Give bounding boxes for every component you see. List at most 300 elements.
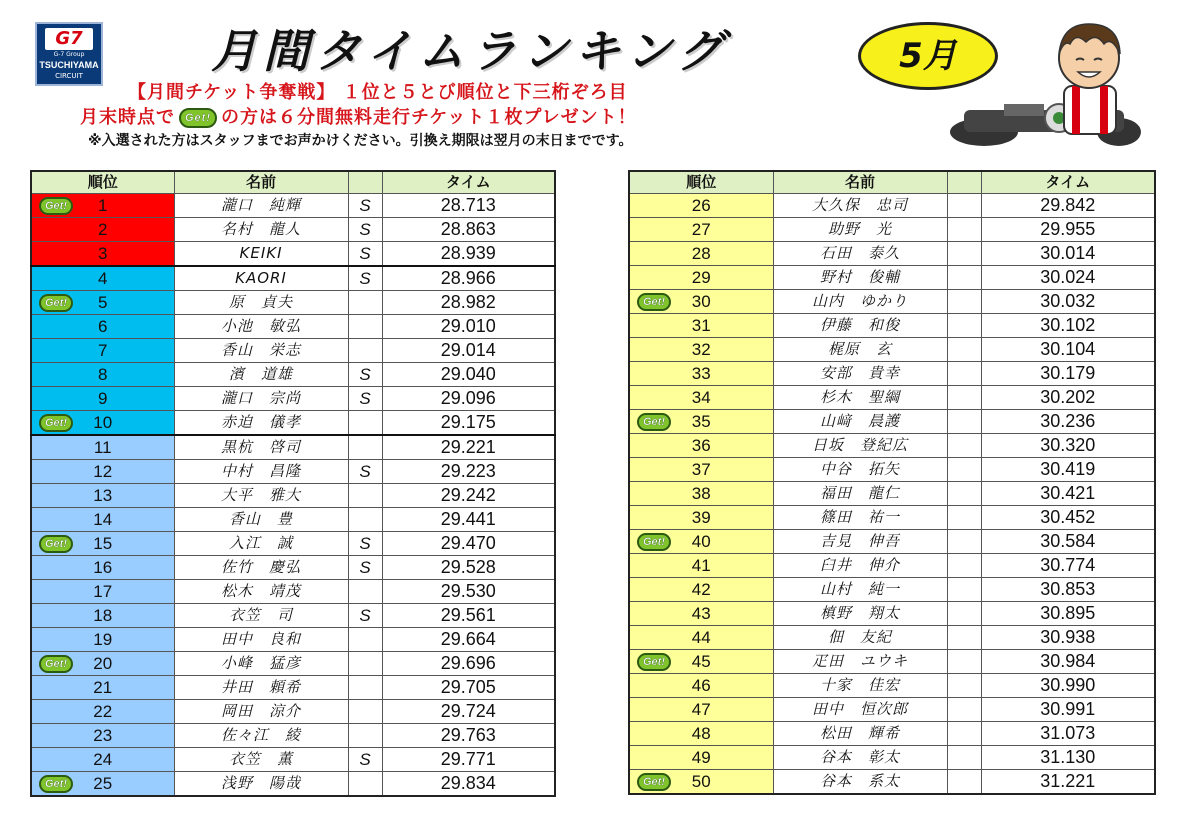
time-cell: 29.528: [382, 556, 555, 580]
rank-cell: [31, 339, 174, 363]
rank-cell: [31, 460, 174, 484]
class-cell: S: [348, 218, 382, 242]
table-row: [629, 218, 1155, 242]
name-cell: 谷本 系太: [773, 770, 947, 795]
time-cell: 29.096: [382, 387, 555, 411]
class-cell: [947, 218, 981, 242]
name-cell: 松田 輝希: [773, 722, 947, 746]
name-cell: KEIKI: [174, 242, 348, 267]
class-cell: [947, 626, 981, 650]
name-cell: 野村 俊輔: [773, 266, 947, 290]
rank-cell: [629, 722, 773, 746]
table-row: [629, 626, 1155, 650]
rank-cell: [629, 266, 773, 290]
time-cell: 30.452: [981, 506, 1155, 530]
rank-number: 25: [93, 774, 113, 793]
time-cell: 30.179: [981, 362, 1155, 386]
name-cell: 井田 頼希: [174, 676, 348, 700]
get-badge-icon: Get!: [39, 775, 73, 793]
table-row: [629, 650, 1155, 674]
class-cell: [348, 339, 382, 363]
page-title: 月間タイムランキング: [211, 24, 729, 78]
class-cell: [348, 628, 382, 652]
class-cell: [947, 314, 981, 338]
time-cell: 30.236: [981, 410, 1155, 434]
class-cell: [348, 484, 382, 508]
rank-cell: [31, 291, 174, 315]
class-cell: [348, 700, 382, 724]
table-row: [31, 460, 555, 484]
name-cell: 岡田 涼介: [174, 700, 348, 724]
class-cell: S: [348, 604, 382, 628]
rank-number: 47: [691, 700, 711, 719]
rank-cell: [31, 363, 174, 387]
rank-cell: [31, 748, 174, 772]
table-row: [629, 290, 1155, 314]
class-cell: [947, 242, 981, 266]
table-row: [31, 387, 555, 411]
table-row: [31, 700, 555, 724]
name-cell: 大平 雅大: [174, 484, 348, 508]
table-row: [31, 508, 555, 532]
time-cell: 30.984: [981, 650, 1155, 674]
table-row: [31, 556, 555, 580]
time-cell: 28.939: [382, 242, 555, 267]
time-cell: 29.040: [382, 363, 555, 387]
class-cell: [348, 291, 382, 315]
class-cell: [947, 674, 981, 698]
class-cell: [947, 410, 981, 434]
name-cell: 臼井 伸介: [773, 554, 947, 578]
time-cell: 29.763: [382, 724, 555, 748]
table-row: [629, 242, 1155, 266]
table-row: [31, 484, 555, 508]
time-cell: 30.032: [981, 290, 1155, 314]
rank-cell: [31, 628, 174, 652]
class-cell: [947, 530, 981, 554]
table-row: [629, 554, 1155, 578]
time-cell: 30.419: [981, 458, 1155, 482]
rank-number: 14: [93, 510, 113, 529]
rank-cell: [629, 578, 773, 602]
time-cell: 30.202: [981, 386, 1155, 410]
rank-number: 32: [691, 340, 711, 359]
name-cell: 谷本 彰太: [773, 746, 947, 770]
rank-cell: [629, 458, 773, 482]
rank-number: 1: [98, 196, 108, 215]
rank-number: 23: [93, 726, 113, 745]
rank-number: 29: [691, 268, 711, 287]
rank-number: 6: [98, 317, 108, 336]
class-cell: [947, 554, 981, 578]
rank-number: 44: [691, 628, 711, 647]
rank-number: 3: [98, 244, 108, 263]
table-row: [31, 411, 555, 436]
month-badge: 5月: [858, 22, 998, 90]
table-row: [629, 770, 1155, 795]
class-cell: [947, 602, 981, 626]
promo-line-2: [80, 103, 637, 129]
time-cell: 31.130: [981, 746, 1155, 770]
time-cell: 28.966: [382, 266, 555, 291]
time-cell: 30.853: [981, 578, 1155, 602]
get-badge-icon: Get!: [39, 294, 73, 312]
rank-cell: [629, 530, 773, 554]
logo-group-text: G-7 Group: [53, 51, 85, 58]
name-cell: 助野 光: [773, 218, 947, 242]
rank-cell: [31, 724, 174, 748]
time-cell: 30.024: [981, 266, 1155, 290]
table-row: [629, 674, 1155, 698]
rank-cell: [629, 506, 773, 530]
name-cell: 瀧口 宗尚: [174, 387, 348, 411]
table-row: [629, 602, 1155, 626]
rank-column-header: 順位: [629, 171, 773, 194]
time-cell: 28.982: [382, 291, 555, 315]
rank-number: 2: [98, 220, 108, 239]
time-cell: 29.242: [382, 484, 555, 508]
rank-number: 21: [93, 678, 113, 697]
rank-number: 46: [691, 676, 711, 695]
class-cell: S: [348, 266, 382, 291]
rank-number: 11: [93, 438, 112, 457]
time-cell: 29.223: [382, 460, 555, 484]
rank-number: 16: [93, 558, 113, 577]
table-row: [629, 434, 1155, 458]
rank-cell: [31, 700, 174, 724]
name-cell: 入江 誠: [174, 532, 348, 556]
rank-cell: [629, 674, 773, 698]
time-cell: 28.713: [382, 194, 555, 218]
promo-line-2-end: の方は６分間無料走行チケット１枚プレゼント！: [221, 107, 637, 128]
name-cell: 中村 昌隆: [174, 460, 348, 484]
table-row: [629, 698, 1155, 722]
table-row: [629, 386, 1155, 410]
name-cell: 濱 道雄: [174, 363, 348, 387]
time-cell: 29.175: [382, 411, 555, 436]
rank-cell: [629, 482, 773, 506]
table-row: [629, 266, 1155, 290]
class-cell: [947, 578, 981, 602]
class-cell: [348, 724, 382, 748]
name-cell: 原 貞夫: [174, 291, 348, 315]
rank-cell: [629, 410, 773, 434]
rank-number: 12: [93, 462, 113, 481]
rank-number: 17: [93, 582, 113, 601]
rank-cell: [31, 556, 174, 580]
table-row: [31, 218, 555, 242]
time-cell: 30.584: [981, 530, 1155, 554]
rank-number: 7: [98, 341, 108, 360]
time-cell: 30.938: [981, 626, 1155, 650]
name-cell: 杉木 聖綱: [773, 386, 947, 410]
table-row: [31, 194, 555, 218]
table-row: [629, 458, 1155, 482]
rank-cell: [629, 314, 773, 338]
class-cell: [947, 338, 981, 362]
rank-cell: [31, 387, 174, 411]
class-cell: [348, 772, 382, 797]
rank-number: 4: [98, 269, 108, 288]
table-row: [31, 580, 555, 604]
name-cell: 石田 泰久: [773, 242, 947, 266]
class-cell: [348, 676, 382, 700]
get-badge-icon: Get!: [39, 414, 73, 432]
get-badge-icon: Get!: [179, 108, 217, 128]
class-cell: [947, 194, 981, 218]
circuit-logo: [35, 22, 103, 86]
table-row: [629, 482, 1155, 506]
name-cell: 佃 友紀: [773, 626, 947, 650]
time-cell: 30.104: [981, 338, 1155, 362]
logo-sub: CIRCUIT: [55, 72, 83, 80]
rank-number: 31: [691, 316, 711, 335]
table-row: [629, 506, 1155, 530]
time-cell: 29.724: [382, 700, 555, 724]
rank-cell: [629, 290, 773, 314]
class-cell: S: [348, 460, 382, 484]
time-cell: 30.895: [981, 602, 1155, 626]
time-cell: 30.991: [981, 698, 1155, 722]
rank-cell: [629, 434, 773, 458]
rank-number: 35: [691, 412, 711, 431]
promo-line-1: 【月間チケット争奪戦】 １位と５とび順位と下三桁ぞろ目: [128, 82, 628, 103]
class-cell: S: [348, 748, 382, 772]
time-cell: 29.441: [382, 508, 555, 532]
class-cell: [348, 652, 382, 676]
rank-number: 22: [93, 702, 113, 721]
class-cell: [947, 482, 981, 506]
rank-number: 41: [691, 556, 711, 575]
redemption-note: ※入選された方はスタッフまでお声かけください。引換え期限は翌月の末日までです。: [88, 133, 633, 149]
class-cell: [947, 386, 981, 410]
table-row: [31, 266, 555, 291]
rank-number: 13: [93, 486, 113, 505]
table-row: [31, 363, 555, 387]
time-cell: 29.771: [382, 748, 555, 772]
name-cell: 佐竹 慶弘: [174, 556, 348, 580]
rank-number: 37: [691, 460, 711, 479]
time-column-header: タイム: [382, 171, 555, 194]
class-cell: [348, 508, 382, 532]
rank-cell: [31, 676, 174, 700]
name-cell: 山内 ゆかり: [773, 290, 947, 314]
rank-cell: [31, 266, 174, 291]
get-badge-icon: Get!: [39, 535, 73, 553]
rank-number: 26: [691, 196, 711, 215]
rank-number: 42: [691, 580, 711, 599]
ranking-table-left: [30, 170, 556, 797]
class-cell: [947, 362, 981, 386]
rank-number: 36: [691, 436, 711, 455]
rank-cell: [31, 508, 174, 532]
rank-cell: [31, 604, 174, 628]
class-column-header: [947, 171, 981, 194]
rank-cell: [31, 532, 174, 556]
rank-number: 15: [93, 534, 113, 553]
time-cell: 29.705: [382, 676, 555, 700]
name-column-header: 名前: [773, 171, 947, 194]
time-cell: 30.320: [981, 434, 1155, 458]
name-cell: 山﨑 晨護: [773, 410, 947, 434]
kart-driver-mascot-icon: [944, 14, 1144, 154]
rank-cell: [31, 772, 174, 797]
time-cell: 28.863: [382, 218, 555, 242]
rank-cell: [629, 386, 773, 410]
table-row: [629, 410, 1155, 434]
rank-cell: [31, 484, 174, 508]
class-column-header: [348, 171, 382, 194]
table-row: [629, 314, 1155, 338]
rank-number: 40: [691, 532, 711, 551]
name-cell: 安部 貴幸: [773, 362, 947, 386]
rank-number: 10: [93, 413, 113, 432]
table-header-row: [629, 171, 1155, 194]
class-cell: [947, 506, 981, 530]
table-row: [629, 722, 1155, 746]
rank-number: 45: [691, 652, 711, 671]
name-cell: 田中 恒次郎: [773, 698, 947, 722]
name-cell: 篠田 祐一: [773, 506, 947, 530]
time-cell: 29.014: [382, 339, 555, 363]
rank-cell: [629, 362, 773, 386]
class-cell: [348, 580, 382, 604]
class-cell: S: [348, 242, 382, 267]
table-row: [629, 362, 1155, 386]
time-cell: 29.834: [382, 772, 555, 797]
time-cell: 29.955: [981, 218, 1155, 242]
name-cell: 山村 純一: [773, 578, 947, 602]
name-cell: KAORI: [174, 266, 348, 291]
time-cell: 29.470: [382, 532, 555, 556]
table-row: [629, 578, 1155, 602]
class-cell: [947, 650, 981, 674]
table-row: [31, 604, 555, 628]
class-cell: [947, 722, 981, 746]
rank-number: 27: [691, 220, 711, 239]
time-cell: 29.221: [382, 435, 555, 460]
rank-number: 38: [691, 484, 711, 503]
table-row: [31, 676, 555, 700]
rank-number: 19: [93, 630, 113, 649]
name-cell: 香山 栄志: [174, 339, 348, 363]
name-cell: 中谷 拓矢: [773, 458, 947, 482]
class-cell: [348, 411, 382, 436]
table-row: [629, 338, 1155, 362]
time-cell: 29.842: [981, 194, 1155, 218]
rank-cell: [31, 315, 174, 339]
rank-number: 18: [93, 606, 113, 625]
rank-number: 48: [691, 724, 711, 743]
name-cell: 小池 敏弘: [174, 315, 348, 339]
rank-number: 33: [691, 364, 711, 383]
class-cell: S: [348, 363, 382, 387]
time-cell: 30.990: [981, 674, 1155, 698]
time-cell: 30.102: [981, 314, 1155, 338]
name-cell: 槙野 翔太: [773, 602, 947, 626]
class-cell: [348, 315, 382, 339]
table-row: [31, 242, 555, 267]
name-cell: 吉見 伸吾: [773, 530, 947, 554]
class-cell: [947, 698, 981, 722]
logo-name: TSUCHIYAMA: [39, 60, 99, 70]
name-cell: 疋田 ユウキ: [773, 650, 947, 674]
rank-number: 5: [98, 293, 108, 312]
class-cell: [947, 458, 981, 482]
table-row: [31, 532, 555, 556]
rank-cell: [629, 770, 773, 795]
table-row: [629, 530, 1155, 554]
time-cell: 30.421: [981, 482, 1155, 506]
rank-number: 43: [691, 604, 711, 623]
name-cell: 田中 良和: [174, 628, 348, 652]
get-badge-icon: Get!: [39, 655, 73, 673]
name-cell: 衣笠 薫: [174, 748, 348, 772]
rank-cell: [31, 652, 174, 676]
table-row: [31, 748, 555, 772]
class-cell: [947, 746, 981, 770]
rank-cell: [629, 218, 773, 242]
name-cell: 香山 豊: [174, 508, 348, 532]
table-row: [31, 772, 555, 797]
time-column-header: タイム: [981, 171, 1155, 194]
name-cell: 衣笠 司: [174, 604, 348, 628]
rank-cell: [629, 626, 773, 650]
name-cell: 佐々江 綾: [174, 724, 348, 748]
time-cell: 30.774: [981, 554, 1155, 578]
rank-number: 39: [691, 508, 711, 527]
name-cell: 黒杭 啓司: [174, 435, 348, 460]
rank-cell: [629, 698, 773, 722]
rank-cell: [629, 242, 773, 266]
rank-cell: [629, 194, 773, 218]
time-cell: 29.530: [382, 580, 555, 604]
name-cell: 松木 靖茂: [174, 580, 348, 604]
class-cell: [947, 770, 981, 795]
class-cell: [947, 290, 981, 314]
table-row: [31, 339, 555, 363]
rank-cell: [31, 580, 174, 604]
rank-cell: [629, 554, 773, 578]
rank-cell: [629, 650, 773, 674]
logo-mark: G7: [45, 28, 93, 50]
get-badge-icon: Get!: [637, 413, 671, 431]
rank-number: 9: [98, 389, 108, 408]
table-row: [31, 315, 555, 339]
rank-number: 28: [691, 244, 711, 263]
table-row: [31, 652, 555, 676]
name-cell: 浅野 陽哉: [174, 772, 348, 797]
table-row: [31, 291, 555, 315]
name-cell: 大久保 忠司: [773, 194, 947, 218]
rank-cell: [629, 602, 773, 626]
name-cell: 赤迫 儀孝: [174, 411, 348, 436]
rank-number: 50: [691, 772, 711, 791]
table-row: [31, 435, 555, 460]
name-cell: 福田 龍仁: [773, 482, 947, 506]
table-row: [629, 194, 1155, 218]
class-cell: S: [348, 532, 382, 556]
class-cell: [947, 266, 981, 290]
class-cell: S: [348, 556, 382, 580]
rank-cell: [31, 218, 174, 242]
rank-number: 20: [93, 654, 113, 673]
time-cell: 31.073: [981, 722, 1155, 746]
get-badge-icon: Get!: [637, 653, 671, 671]
get-badge-icon: Get!: [637, 533, 671, 551]
rank-number: 24: [93, 750, 113, 769]
name-cell: 梶原 玄: [773, 338, 947, 362]
